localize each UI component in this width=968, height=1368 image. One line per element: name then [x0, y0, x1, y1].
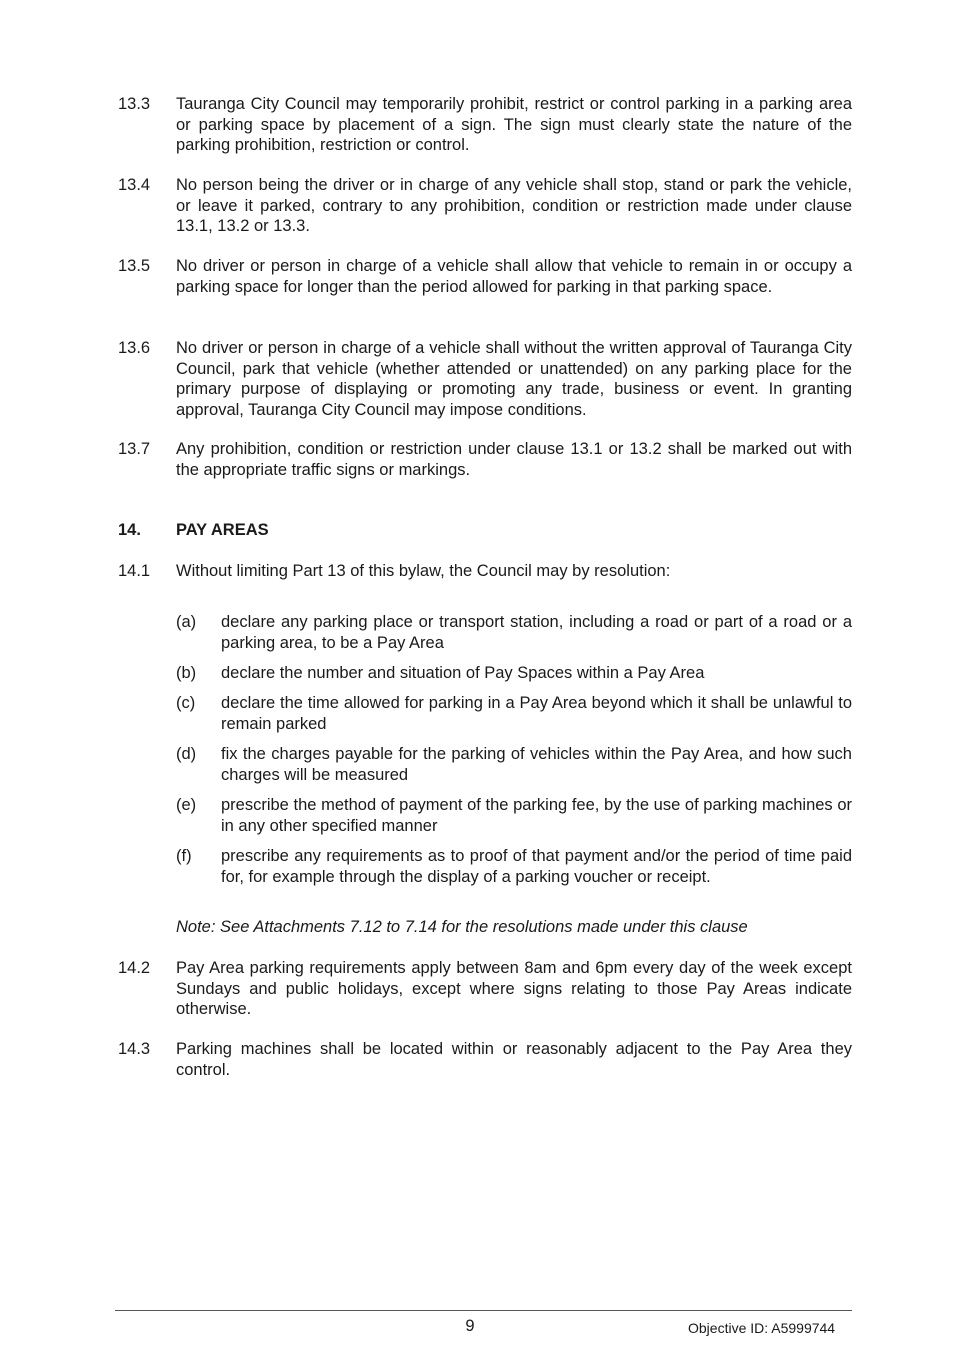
- objective-id: Objective ID: A5999744: [688, 1320, 836, 1336]
- clause-13-6: [118, 338, 852, 420]
- clause-number: 13.6: [118, 339, 151, 357]
- page-number: 9: [465, 1317, 475, 1335]
- clause-number: 13.4: [118, 176, 151, 194]
- sub-item-text: prescribe the method of payment of the parking fee, by the use of parking machines or in any other specified manner: [221, 796, 852, 835]
- clause-text: Tauranga City Council may temporarily prohibit, restrict or control parking in a parking area or parking space by placement of a sign. The sign must clearly state the nature of the parking prohibition, restriction or control.: [176, 95, 852, 154]
- resolution-note: Note: See Attachments 7.12 to 7.14 for the resolutions made under this clause: [176, 918, 748, 936]
- clause-14-2: [118, 958, 852, 1020]
- clause-number: 14.1: [118, 562, 151, 580]
- sub-item-c: [176, 693, 852, 734]
- clause-13-7: [118, 439, 852, 480]
- clause-14-1: [118, 561, 852, 582]
- sub-item-d: [176, 744, 852, 785]
- sub-item-label: (f): [176, 847, 192, 865]
- sub-item-text: fix the charges payable for the parking of vehicles within the Pay Area, and how such charges will be measured: [221, 745, 852, 784]
- sub-item-label: (c): [176, 694, 196, 712]
- clause-text: Parking machines shall be located within or reasonably adjacent to the Pay Area they control.: [176, 1040, 852, 1079]
- sub-item-text: declare the time allowed for parking in a Pay Area beyond which it shall be unlawful to remain parked: [221, 694, 852, 733]
- sub-item-label: (b): [176, 664, 197, 682]
- sub-item-b: [176, 663, 852, 684]
- clause-text: No person being the driver or in charge of any vehicle shall stop, stand or park the vehicle, or leave it parked, contrary to any prohibition, condition or restriction made under clause 13.1, 13.2 or 13.3.: [176, 176, 852, 235]
- sub-item-a: [176, 612, 852, 653]
- clause-text: No driver or person in charge of a vehicle shall allow that vehicle to remain in or occupy a parking space for longer than the period allowed for parking in that parking space.: [176, 257, 852, 296]
- section-number: 14.: [118, 521, 141, 539]
- sub-item-text: declare the number and situation of Pay Spaces within a Pay Area: [221, 664, 705, 682]
- sub-item-e: [176, 795, 852, 836]
- sub-item-text: prescribe any requirements as to proof of that payment and/or the period of time paid for, for example through the display of a parking voucher or receipt.: [221, 847, 852, 886]
- section-title: PAY AREAS: [176, 521, 269, 539]
- clause-number: 13.3: [118, 95, 151, 113]
- clause-number: 14.3: [118, 1040, 151, 1058]
- sub-item-label: (a): [176, 613, 197, 631]
- clause-text: Any prohibition, condition or restriction under clause 13.1 or 13.2 shall be marked out with the appropriate traffic signs or markings.: [176, 440, 852, 479]
- clause-text: No driver or person in charge of a vehicle shall without the written approval of Tauranga City Council, park that vehicle (whether attended or unattended) on any parking place for the primary purpose of displaying or promoting any trade, business or event. In granting approval, Tauranga City Council may impose conditions.: [176, 339, 852, 419]
- clause-number: 13.7: [118, 440, 151, 458]
- section-heading: [118, 520, 269, 541]
- clause-text: Pay Area parking requirements apply between 8am and 6pm every day of the week except Sundays and public holidays, except where signs relating to those Pay Areas indicate otherwise.: [176, 959, 852, 1018]
- sub-item-label: (e): [176, 796, 197, 814]
- clause-14-3: [118, 1039, 852, 1080]
- clause-13-5: [118, 256, 852, 297]
- clause-13-4: [118, 175, 852, 237]
- footer-divider: [115, 1310, 852, 1311]
- clause-text: Without limiting Part 13 of this bylaw, the Council may by resolution:: [176, 562, 671, 580]
- sub-item-label: (d): [176, 745, 197, 763]
- sub-item-text: declare any parking place or transport station, including a road or part of a road or a parking area, to be a Pay Area: [221, 613, 852, 652]
- clause-number: 13.5: [118, 257, 151, 275]
- clause-number: 14.2: [118, 959, 151, 977]
- sub-item-f: [176, 846, 852, 887]
- clause-13-3: [118, 94, 852, 156]
